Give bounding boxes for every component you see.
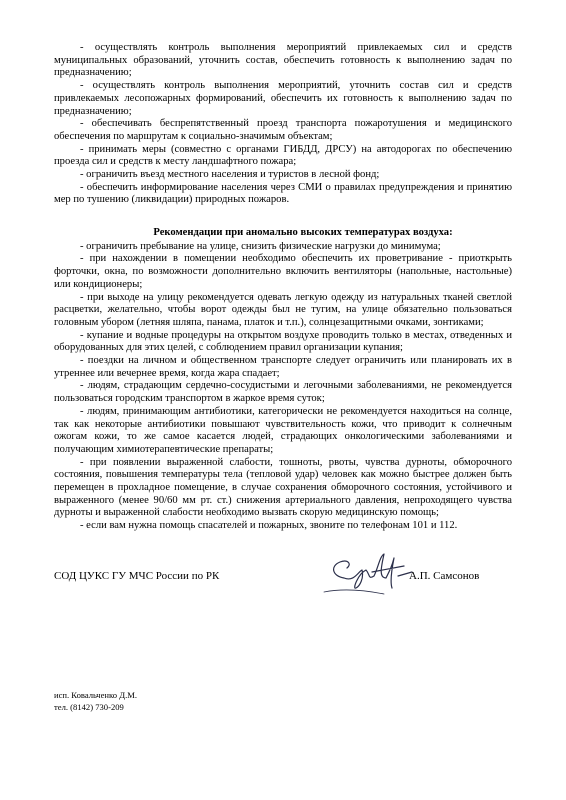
recommendation-item: - поездки на личном и общественном транспорте следует ограничить или планировать их в утреннее или вечернее время, когда жара спадает; xyxy=(54,355,512,379)
recommendation-item: - людям, страдающим сердечно-сосудистыми и легочными заболеваниями, не рекомендуется пользоваться городским транспортом в жаркое время суток; xyxy=(54,380,512,405)
executor-info xyxy=(54,689,137,713)
measure-item: - осуществлять контроль выполнения мероприятий привлекаемых сил и средств муниципальных образований, уточнить состав, обеспечить готовность к выполнению задач по предназначению; xyxy=(54,42,512,79)
recommendations-section xyxy=(54,227,512,533)
signatory-name: А.П. Самсонов xyxy=(409,570,480,582)
recommendation-item: - ограничить пребывание на улице, снизить физические нагрузки до минимума; xyxy=(80,240,441,252)
recommendation-item: - если вам нужна помощь спасателей и пожарных, звоните по телефонам 101 и 112. xyxy=(80,520,458,532)
measure-item: - принимать меры (совместно с органами ГИБДД, ДРСУ) на автодорогах по обеспечению проезда сил и средств к месту ландшафтного пожара; xyxy=(54,143,512,168)
recommendation-item: - при нахождении в помещении необходимо обеспечить их проветривание - приоткрыть форточки, окна, по возможности дополнительно включить вентиляторы (напольные, настольные) или кондиционеры; xyxy=(54,253,512,290)
recommendation-item: - людям, принимающим антибиотики, категорически не рекомендуется находиться на солнце, так как некоторые антибиотики повышают чувствительность кожи, что приводит к солнечным ожогам кожи, то же самое касается людей, страдающих онкологическими заболеваниями и получающим химиотерапевтические препараты; xyxy=(54,405,512,455)
measure-item: - обеспечивать беспрепятственный проезд транспорта пожаротушения и медицинского обеспечения по маршрутам к социально-значимым объектам; xyxy=(54,118,512,142)
recommendation-item: - при появлении выраженной слабости, тошноты, рвоты, чувства дурноты, обморочного состояния, повышения температуры тела (тепловой удар) человек как можно быстрее должен быть перемещен в прохладное помещение, в случае сохранения обморочного состояния, устойчивого и выраженного (менее 90/60 мм рт. ст.) снижения артериального давления, непроходящего чувства дурноты и выраженной слабости необходимо вызвать скорую медицинскую помощь; xyxy=(54,456,512,519)
recommendation-item: - купание и водные процедуры на открытом воздухе проводить только в местах, отведенных и оборудованных для этих целей, с соблюдением правил организации купания; xyxy=(54,329,512,354)
signature-organization: СОД ЦУКС ГУ МЧС России по РК xyxy=(54,570,220,582)
measures-section xyxy=(54,42,512,207)
executor-name: исп. Ковальченко Д.М. xyxy=(54,690,138,700)
handwritten-signature-image xyxy=(314,548,418,598)
measure-item: - осуществлять контроль выполнения мероприятий, уточнить состав сил и средств привлекаемых лесопожарных формирований, обеспечить их готовность к выполнению задач по предназначению; xyxy=(54,80,512,117)
measure-item: - ограничить въезд местного населения и туристов в лесной фонд; xyxy=(80,169,380,181)
recommendation-item: - при выходе на улицу рекомендуется одевать легкую одежду из натуральных тканей светлой расцветки, желательно, чтобы ворот одежды был не тугим, на улице обязательно пользоваться головным убором (летняя шляпа, панама, платок и т.п.), солнцезащитными очками, зонтиками; xyxy=(54,291,512,328)
recommendations-heading: Рекомендации при аномально высоких температурах воздуха: xyxy=(153,227,453,238)
measure-item: - обеспечить информирование населения через СМИ о правилах предупреждения и принятию мер по тушению (ликвидации) природных пожаров. xyxy=(54,181,512,206)
executor-phone: тел. (8142) 730-209 xyxy=(54,702,124,712)
